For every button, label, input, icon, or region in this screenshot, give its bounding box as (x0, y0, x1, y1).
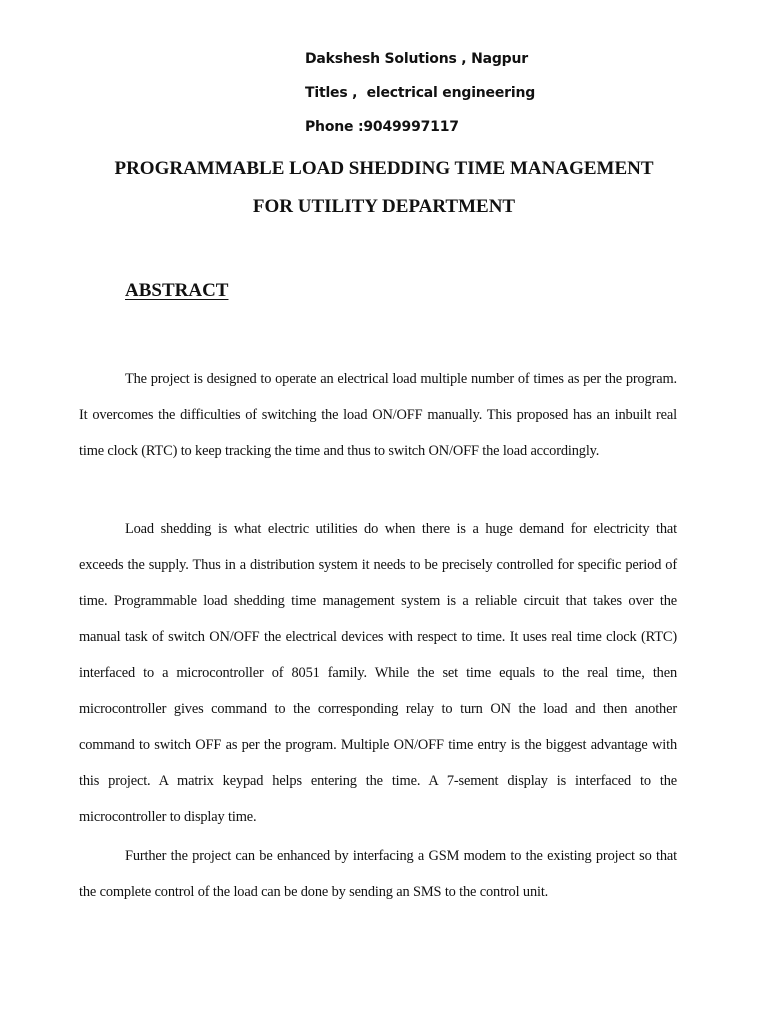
phone-line: Phone :9049997117 (305, 119, 459, 135)
document-title-line-2: FOR UTILITY DEPARTMENT (252, 196, 516, 217)
abstract-paragraph-2: Load shedding is what electric utilities do when there is a huge demand for electricity that exceeds the supply. Thus in a distribution system it needs to be precisely controlled for specific period of time. Programmable load shedding time management system is a reliable circuit that takes over the manual task of switch ON/OFF the electrical devices with respect to time. It uses real time clock (RTC) interfaced to a microcontroller of 8051 family. While the set time equals to the real time, then microcontroller gives command to the corresponding relay to turn ON the load and then another command to switch OFF as per the program. Multiple ON/OFF time entry is the biggest advantage with this project. A matrix keypad helps entering the time. A 7-sement display is interfaced to the microcontroller to display time. (79, 521, 677, 825)
abstract-heading: ABSTRACT (125, 280, 229, 301)
contact-header (305, 46, 535, 148)
abstract-paragraph-3: Further the project can be enhanced by interfacing a GSM modem to the existing project so that the complete control of the load can be done by sending an SMS to the control unit. (79, 848, 677, 900)
abstract-paragraph-1: The project is designed to operate an electrical load multiple number of times as per the program. It overcomes the difficulties of switching the load ON/OFF manually. This proposed has an inbuilt real time clock (RTC) to keep tracking the time and thus to switch ON/OFF the load accordingly. (79, 371, 677, 459)
document-title-line-1: PROGRAMMABLE LOAD SHEDDING TIME MANAGEMENT (114, 158, 654, 179)
company-name: Dakshesh Solutions , Nagpur (305, 51, 528, 67)
titles-line: Titles , electrical engineering (305, 85, 536, 101)
